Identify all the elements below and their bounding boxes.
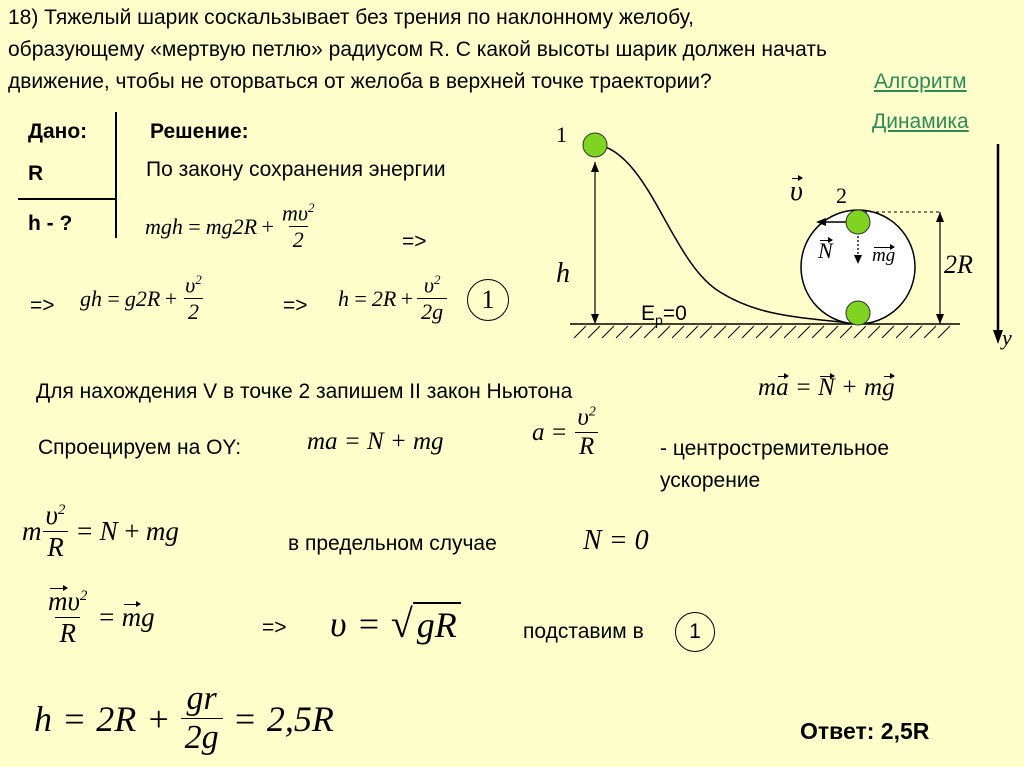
arrow-2: => bbox=[30, 294, 55, 317]
centripetal-text-1: - центростремительное bbox=[660, 437, 890, 460]
y-axis-label: y bbox=[1002, 325, 1012, 350]
dynamics-link[interactable]: Динамика bbox=[872, 110, 969, 133]
problem-line-3: движение, чтобы не оторваться от желоба в верхней точке траектории? bbox=[8, 70, 712, 93]
problem-line-1: 18) Тяжелый шарик соскальзывает без трения по наклонному желобу, bbox=[8, 6, 694, 29]
limit-equation: $\frac{m\upsilon^2}{R}$ = m g bbox=[48, 586, 155, 648]
limit-case-text: в предельном случае bbox=[288, 532, 497, 555]
gravity-label: mg bbox=[872, 245, 896, 266]
energy-law-text: По закону сохранения энергии bbox=[146, 158, 446, 181]
arrow-3: => bbox=[283, 294, 308, 317]
dynamics-equation: m $\frac{\upsilon^2}{R}$ = N + mg bbox=[22, 500, 179, 562]
centripetal-equation: a = $\frac{\upsilon^2}{R}$ bbox=[532, 404, 600, 461]
point-2-label: 2 bbox=[836, 183, 847, 208]
project-text: Спроецируем на OY: bbox=[38, 436, 242, 459]
projected-equation: ma = N + mg bbox=[307, 428, 444, 455]
final-equation: h = 2 R + $\frac{gr}{2g}$ = 2,5 R bbox=[34, 680, 334, 756]
given-divider-vertical bbox=[115, 112, 117, 238]
newton-vector-equation: ma = N + mg bbox=[758, 374, 895, 401]
newton-text: Для нахождения V в точке 2 запишем II закон Ньютона bbox=[36, 380, 573, 403]
solution-title: Решение: bbox=[150, 120, 249, 143]
algorithm-link[interactable]: Алгоритм bbox=[874, 70, 967, 93]
loop-diagram bbox=[540, 112, 1024, 362]
given-title: Дано: bbox=[28, 120, 88, 143]
arrow-1: => bbox=[402, 230, 427, 253]
given-r: R bbox=[28, 162, 44, 185]
2r-label: 2R bbox=[944, 250, 973, 279]
equation-number-1: 1 bbox=[467, 279, 509, 321]
height-equation: h = 2 R + $\frac{\upsilon^2}{2g}$ bbox=[338, 272, 447, 325]
h-label: h bbox=[556, 258, 570, 289]
energy-equation-simplified: gh = g 2 R + $\frac{\upsilon^2}{2}$ bbox=[80, 272, 202, 325]
given-unknown: h - ? bbox=[28, 212, 73, 235]
problem-line-2: образующему «мертвую петлю» радиусом R. С какой высоты шарик должен начать bbox=[8, 38, 827, 61]
point-1-label: 1 bbox=[556, 122, 567, 147]
n-equals-zero: N = 0 bbox=[583, 525, 649, 556]
ep-label: $E_p=0$ bbox=[641, 302, 687, 329]
ground-hatch bbox=[574, 326, 950, 338]
answer: Ответ: 2,5R bbox=[800, 718, 930, 744]
equation-ref-1: 1 bbox=[675, 612, 715, 652]
substitute-text: подставим в bbox=[523, 620, 644, 643]
arrow-4: => bbox=[262, 616, 287, 639]
centripetal-text-2: ускорение bbox=[660, 469, 761, 492]
normal-force-label: N bbox=[818, 238, 833, 263]
ball-bottom bbox=[846, 301, 870, 325]
ball-point-2 bbox=[846, 210, 870, 234]
ball-point-1 bbox=[583, 133, 607, 157]
velocity-label: υ bbox=[790, 176, 803, 207]
velocity-result: υ = √ gR bbox=[330, 600, 461, 647]
energy-equation: mgh = mg 2 R + $\frac{m\upsilon^2}{2}$ bbox=[145, 200, 315, 253]
given-divider-horizontal bbox=[18, 198, 116, 200]
